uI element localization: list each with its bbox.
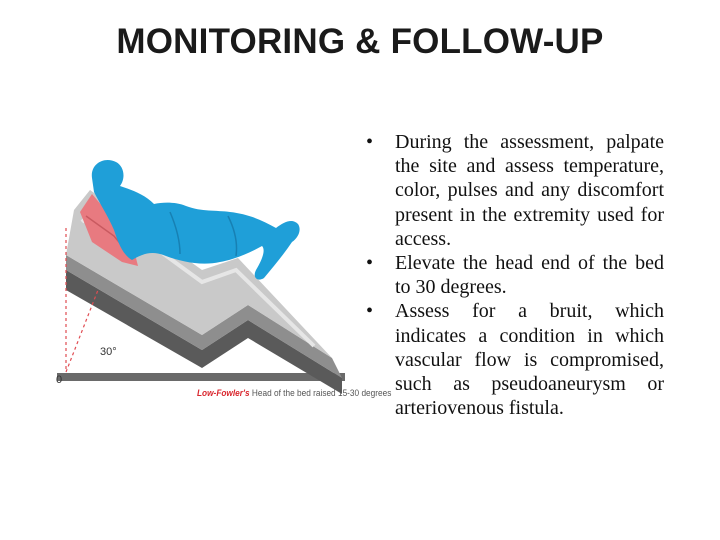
floor-line [57,373,345,381]
bullet-text: Elevate the head end of the bed to 30 degrees. [395,252,664,299]
zero-label: 0 [56,374,63,386]
caption-text: Head of the bed raised 15-30 degrees [249,388,392,398]
figure-caption [197,388,391,398]
bullet-item [366,130,664,251]
slide-title: MONITORING & FOLLOW-UP [116,22,604,61]
bullet-item [366,251,664,299]
bullet-text: Assess for a bruit, which indicates a condition in which vascular flow is compromised, such as pseudoaneurysm or arteriovenous fistula. [395,300,664,420]
bullet-list [366,130,664,420]
bullet-text: During the assessment, palpate the site and assess temperature, color, pulses and any discomfort present in the extremity used for access. [395,131,664,250]
bullet-marker: • [366,252,374,275]
bullet-marker: • [366,131,374,153]
caption-emphasis: Low-Fowler's [197,388,250,398]
bullet-item [366,299,664,420]
slope-guide [66,290,98,372]
angle-label: 30° [100,346,117,358]
low-fowler-position-illustration [52,150,352,420]
bullet-marker: • [366,300,374,323]
